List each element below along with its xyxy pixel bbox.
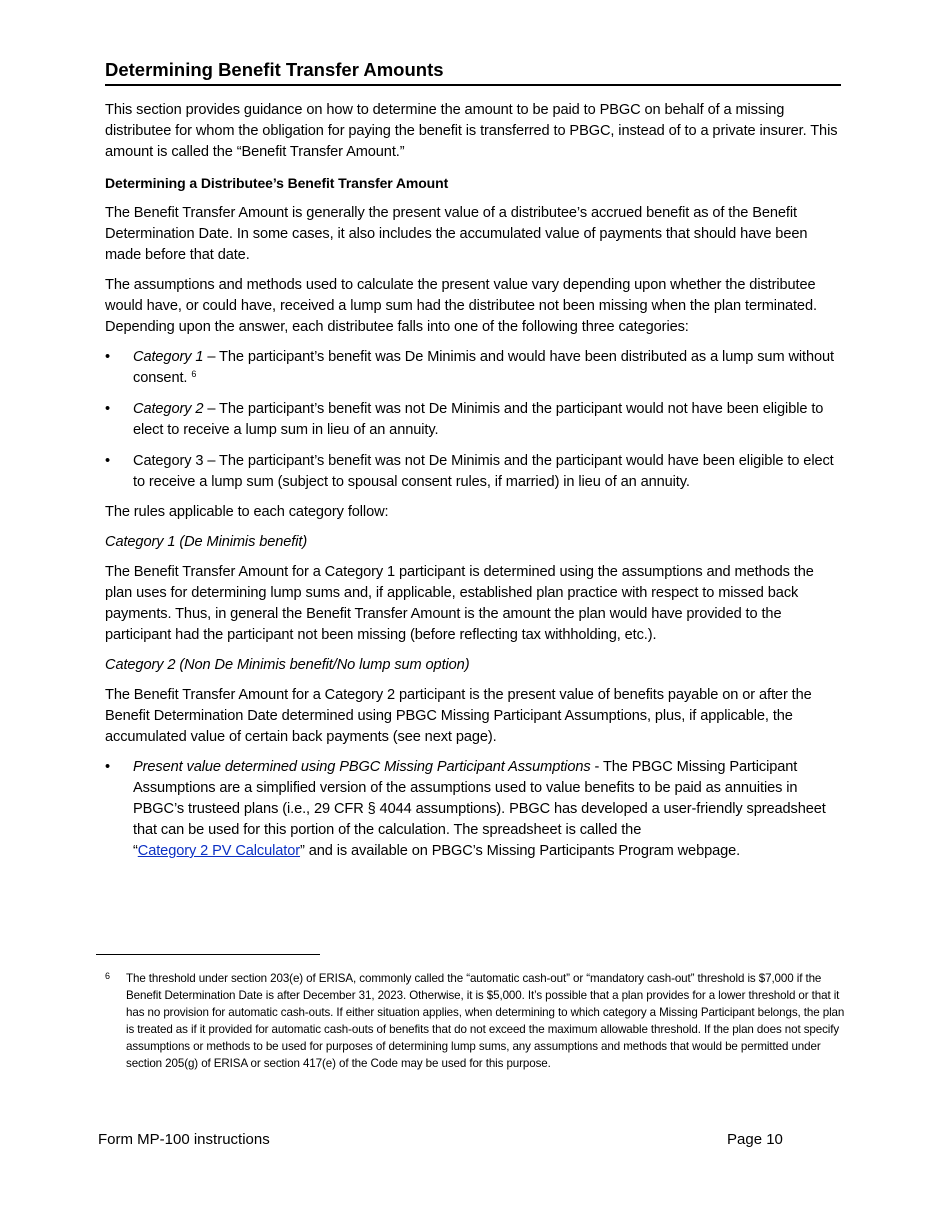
present-value-after-link: ” and is available on PBGC’s Missing Participants Program webpage. bbox=[300, 843, 741, 859]
footer-form-name: Form MP-100 instructions bbox=[98, 1131, 270, 1148]
present-value-text: - The PBGC Missing Participant Assumptions are a simplified version of the assumptions used to value benefits to be paid as annuities in PBGC’s trusteed plans (i.e., 29 CFR § 4044 assumptions). PBGC has developed a user-friendly spreadsheet that can be used for this portion of the calculation. The spreadsheet is called the bbox=[133, 759, 826, 838]
rules-intro: The rules applicable to each category follow: bbox=[105, 504, 389, 520]
footnote-divider bbox=[96, 954, 320, 955]
category-label: Category 2 bbox=[133, 401, 204, 417]
category-2-heading: Category 2 (Non De Minimis benefit/No lump sum option) bbox=[105, 657, 470, 673]
category-2-paragraph: The Benefit Transfer Amount for a Category 2 participant is the present value of benefits payable on or after the Benefit Determination Date determined using PBGC Missing Participant Assumptions, plus, if applicable, the accumulated value of certain back payments (see next page). bbox=[105, 687, 812, 745]
list-item-category-2 bbox=[105, 399, 841, 441]
assumptions-paragraph: The assumptions and methods used to calculate the present value vary depending upon whether the distributee would have, or could have, received a lump sum had the distributee not been missing when the plan terminated. Depending upon the answer, each distributee falls into one of the following three categories: bbox=[105, 277, 817, 335]
page-title: Determining Benefit Transfer Amounts bbox=[105, 56, 841, 86]
list-item-category-1 bbox=[105, 347, 841, 389]
bullet-icon: • bbox=[105, 401, 111, 417]
present-value-list bbox=[105, 757, 841, 862]
category-2-pv-calculator-link[interactable]: Category 2 PV Calculator bbox=[137, 843, 301, 859]
category-text: – The participant’s benefit was not De Minimis and the participant would not have been eligible to elect to receive a lump sum in lieu of an annuity. bbox=[133, 401, 824, 438]
bullet-icon: • bbox=[105, 453, 111, 469]
list-item-category-3 bbox=[105, 451, 841, 493]
benefit-transfer-paragraph: The Benefit Transfer Amount is generally the present value of a distributee’s accrued benefit as of the Benefit Determination Date. In some cases, it also includes the accumulated value of payments that should have been made before that date. bbox=[105, 205, 808, 263]
category-label: Category 1 bbox=[133, 349, 204, 365]
category-list bbox=[105, 347, 841, 493]
section-subheading: Determining a Distributee’s Benefit Transfer Amount bbox=[105, 175, 449, 191]
intro-paragraph: This section provides guidance on how to determine the amount to be paid to PBGC on behalf of a missing distributee for whom the obligation for paying the benefit is transferred to PBGC, instead of to a private insurer. This amount is called the “Benefit Transfer Amount.” bbox=[105, 102, 838, 160]
quote-open: “ bbox=[133, 843, 138, 859]
category-1-heading: Category 1 (De Minimis benefit) bbox=[105, 534, 308, 550]
page-body bbox=[105, 56, 841, 862]
bullet-icon: • bbox=[105, 349, 111, 365]
footnote-reference[interactable]: 6 bbox=[191, 369, 197, 379]
footnote-number: 6 bbox=[105, 971, 110, 981]
footer-page-number: Page 10 bbox=[727, 1131, 783, 1148]
footnote bbox=[105, 970, 847, 1072]
present-value-label: Present value determined using PBGC Missing Participant Assumptions bbox=[133, 759, 591, 775]
bullet-icon: • bbox=[105, 759, 111, 775]
category-1-paragraph: The Benefit Transfer Amount for a Category 1 participant is determined using the assumptions and methods the plan uses for determining lump sums and, if applicable, established plan practice with respect to missed back payments. Thus, in general the Benefit Transfer Amount is the amount the plan would have provided to the participant had the participant not been missing (before reflecting tax withholding, etc.). bbox=[105, 564, 814, 643]
category-text: Category 3 – The participant’s benefit was not De Minimis and the participant would have been eligible to elect to receive a lump sum (subject to spousal consent rules, if married) in lieu of an annuity. bbox=[133, 453, 834, 490]
list-item-present-value bbox=[105, 757, 841, 862]
footnote-text: The threshold under section 203(e) of ERISA, commonly called the “automatic cash-out” or “mandatory cash-out” threshold is $7,000 if the Benefit Determination Date is after December 31, 2023. Otherwise, it is $5,000. It’s possible that a plan provides for a lower threshold or that it has no provision for automatic cash-outs. If either situation applies, when determining to which category a Missing Participant belongs, the plan is treated as if it provided for automatic cash-outs of benefits that do not exceed the maximum allowable threshold. If the plan does not specify assumptions or methods to be used for purposes of determining lump sums, any assumptions and methods that would be permitted under section 205(g) of ERISA or section 417(e) of the Code may be used for this purpose. bbox=[126, 972, 845, 1070]
category-text: – The participant’s benefit was De Minimis and would have been distributed as a lump sum without consent. bbox=[133, 349, 834, 386]
